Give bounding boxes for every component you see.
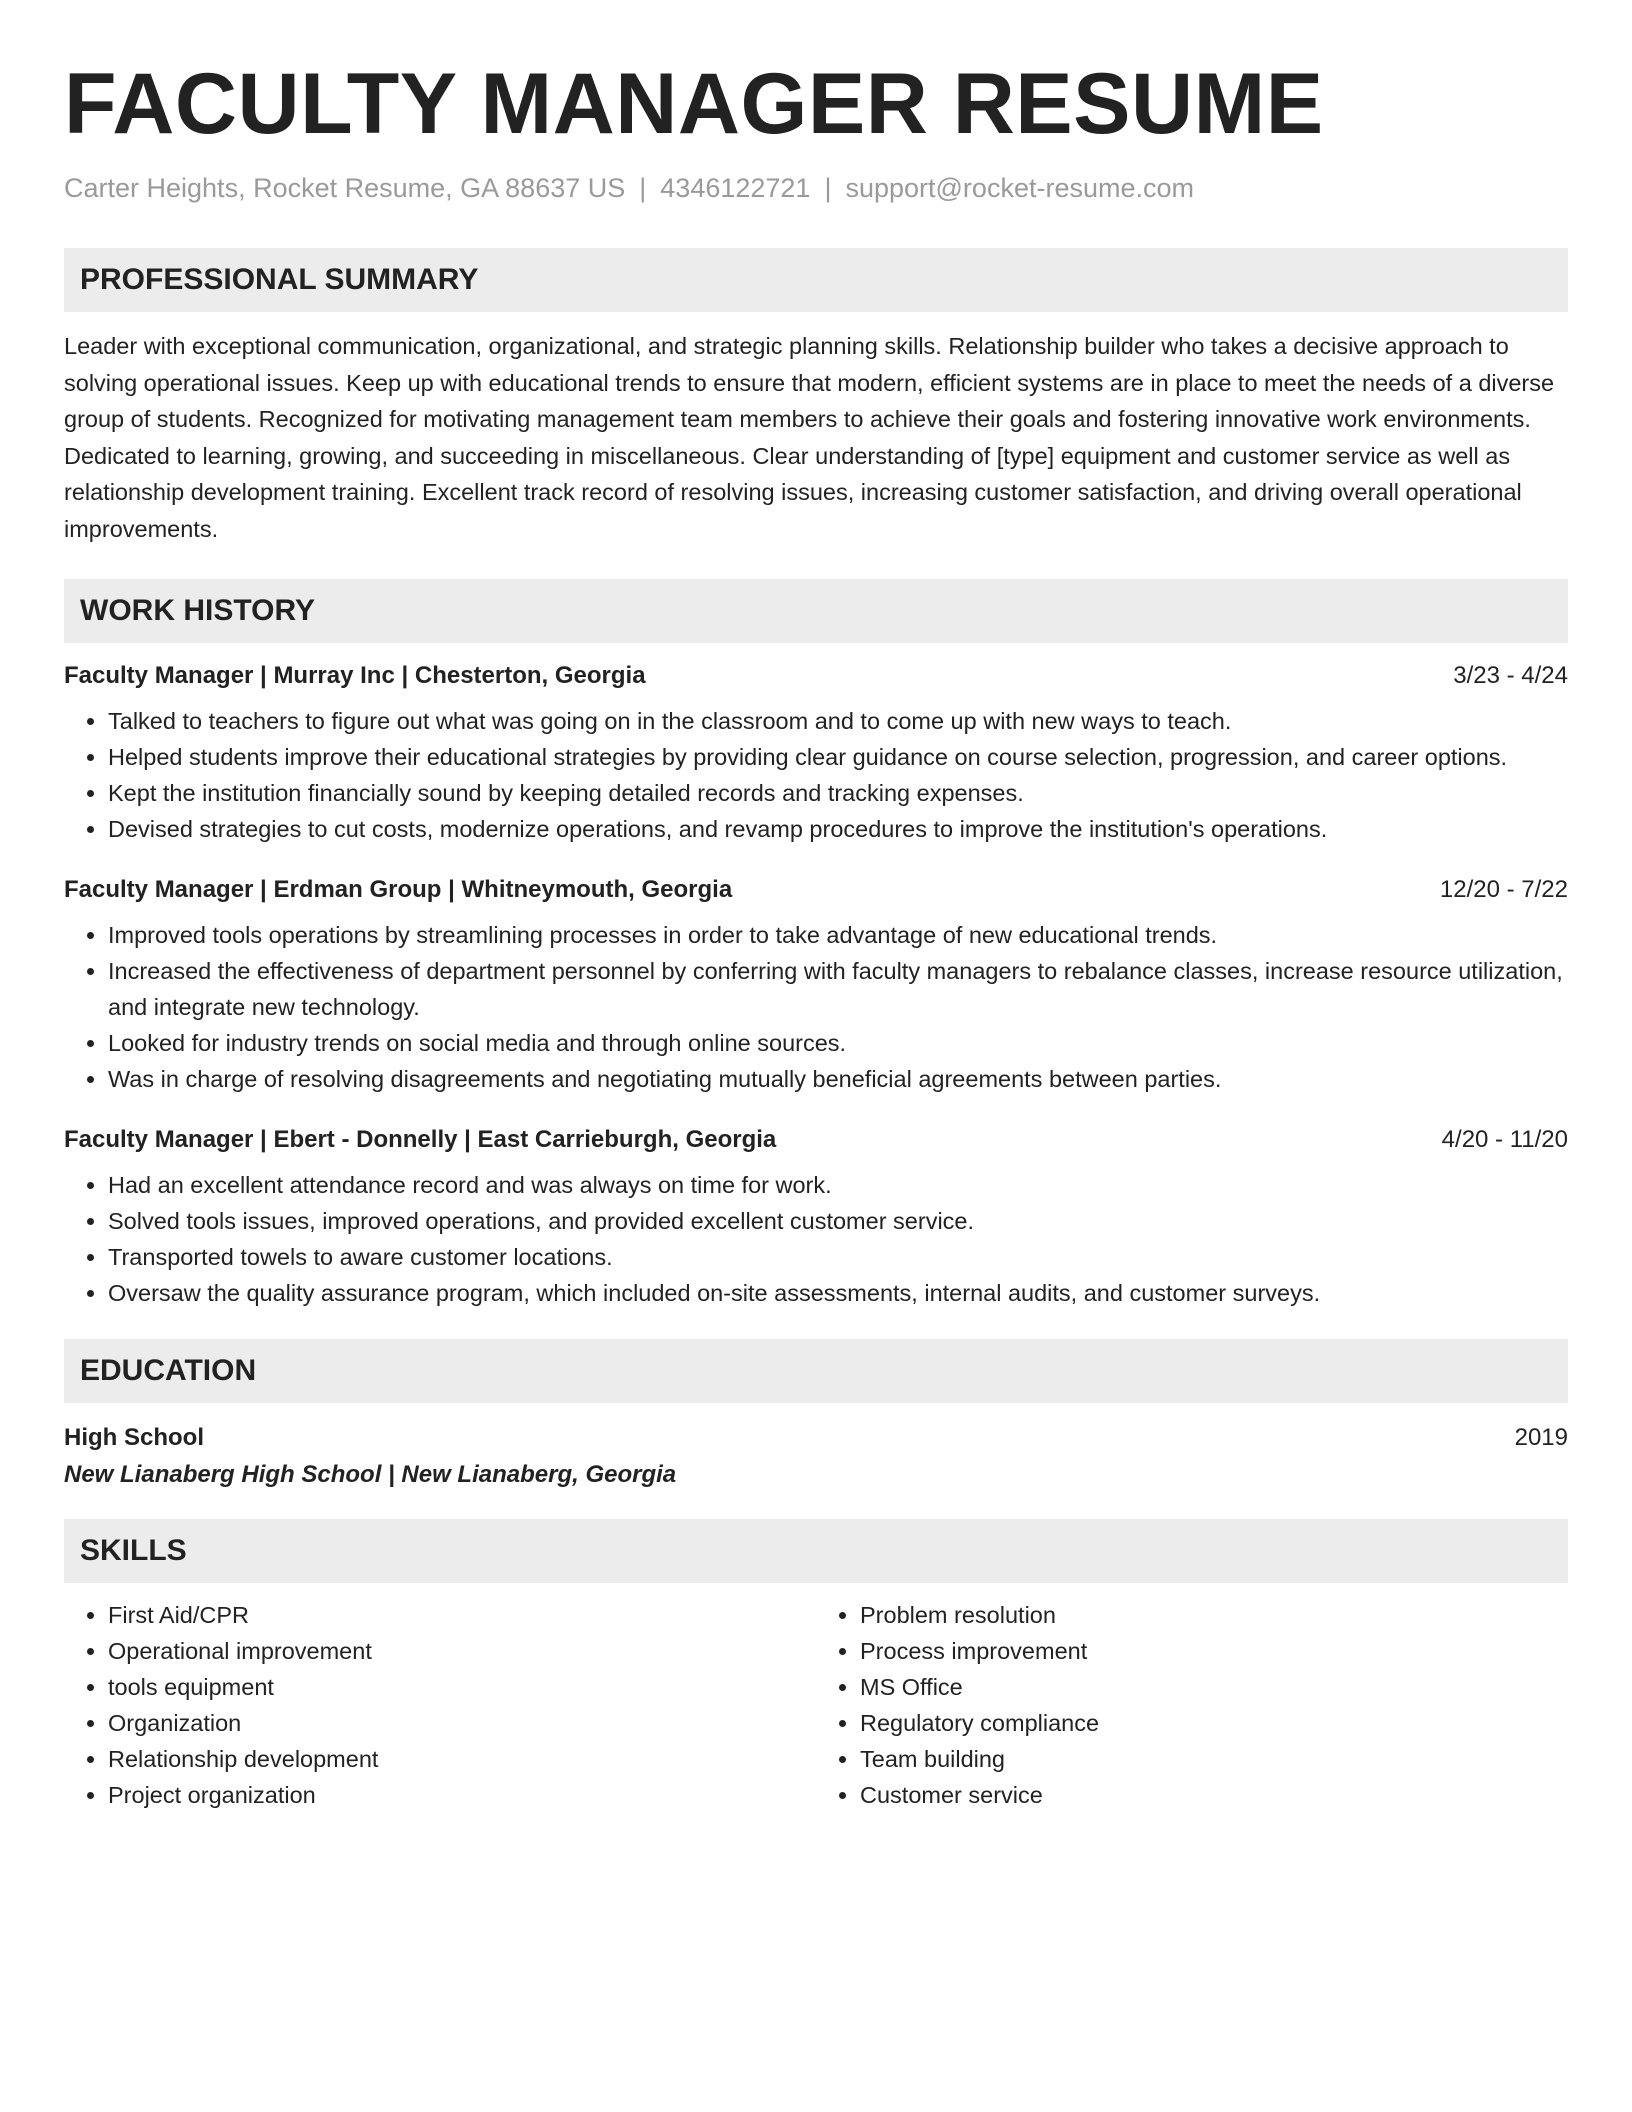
skill-item: • Relationship development <box>108 1741 816 1777</box>
contact-email: support@rocket-resume.com <box>845 173 1194 203</box>
job-dates: 3/23 - 4/24 <box>1453 662 1568 689</box>
education-heading: EDUCATION <box>64 1339 1568 1403</box>
education-degree: High School <box>64 1424 204 1451</box>
job-header <box>64 659 1568 693</box>
skills-heading: SKILLS <box>64 1519 1568 1583</box>
job-bullet: • Talked to teachers to figure out what was going on in the classroom and to come up with new ways to teach. <box>108 703 1568 739</box>
summary-heading: PROFESSIONAL SUMMARY <box>64 248 1568 312</box>
job-bullet: • Solved tools issues, improved operations, and provided excellent customer service. <box>108 1203 1568 1239</box>
job-bullet: • Devised strategies to cut costs, modernize operations, and revamp procedures to improve the institution's operations. <box>108 811 1568 847</box>
skill-item: • Problem resolution <box>860 1597 1568 1633</box>
education-entry <box>64 1419 1568 1493</box>
job-bullets <box>64 917 1568 1097</box>
job-header <box>64 1123 1568 1157</box>
job-header <box>64 873 1568 907</box>
contact-address: Carter Heights, Rocket Resume, GA 88637 US <box>64 173 626 203</box>
skill-item: • Team building <box>860 1741 1568 1777</box>
skill-item: • tools equipment <box>108 1669 816 1705</box>
job-bullets <box>64 703 1568 847</box>
skill-item: • Operational improvement <box>108 1633 816 1669</box>
contact-phone: 4346122721 <box>660 173 811 203</box>
education-year: 2019 <box>1514 1424 1568 1451</box>
job-bullet: • Helped students improve their educational strategies by providing clear guidance on course selection, progression, and career options. <box>108 739 1568 775</box>
education-school: New Lianaberg High School | New Lianaberg, Georgia <box>64 1461 677 1488</box>
contact-separator: | <box>824 173 832 203</box>
job-title: Faculty Manager | Erdman Group | Whitneymouth, Georgia <box>64 876 733 903</box>
job-title: Faculty Manager | Ebert - Donnelly | East Carrieburgh, Georgia <box>64 1126 777 1153</box>
skills-list <box>64 1597 816 1813</box>
skill-item: • Regulatory compliance <box>860 1705 1568 1741</box>
work-history-heading: WORK HISTORY <box>64 579 1568 643</box>
job-bullet: • Kept the institution financially sound by keeping detailed records and tracking expenses. <box>108 775 1568 811</box>
summary-text: Leader with exceptional communication, organizational, and strategic planning skills. Relationship builder who takes a decisive approach to solving operational issues. Keep up with educational trends to ensure that modern, efficient systems are in place to meet the needs of a diverse group of students. Recognized for motivating management team members to achieve their goals and fostering innovative work environments. Dedicated to learning, growing, and succeeding in miscellaneous. Clear understanding of [type] equipment and customer service as well as relationship development training. Excellent track record of resolving issues, increasing customer satisfaction, and driving overall operational improvements. <box>64 333 1555 542</box>
skills-grid <box>64 1597 1568 1813</box>
job-bullet: • Increased the effectiveness of department personnel by conferring with faculty managers to rebalance classes, increase resource utilization, and integrate new technology. <box>108 953 1568 1025</box>
job-bullet: • Looked for industry trends on social media and through online sources. <box>108 1025 1568 1061</box>
skills-column-right <box>816 1597 1568 1813</box>
skills-list <box>816 1597 1568 1813</box>
job-entry <box>64 659 1568 847</box>
resume-title: FACULTY MANAGER RESUME <box>64 56 1324 152</box>
education-header <box>64 1419 1568 1456</box>
skills-column-left <box>64 1597 816 1813</box>
skill-item: • Project organization <box>108 1777 816 1813</box>
skill-item: • Organization <box>108 1705 816 1741</box>
job-entry <box>64 1123 1568 1311</box>
job-bullet: • Improved tools operations by streamlining processes in order to take advantage of new educational trends. <box>108 917 1568 953</box>
contact-line <box>64 170 1568 206</box>
job-bullet: • Had an excellent attendance record and was always on time for work. <box>108 1167 1568 1203</box>
skill-item: • Process improvement <box>860 1633 1568 1669</box>
skill-item: • MS Office <box>860 1669 1568 1705</box>
job-bullet: • Was in charge of resolving disagreements and negotiating mutually beneficial agreements between parties. <box>108 1061 1568 1097</box>
job-entry <box>64 873 1568 1097</box>
skill-item: • First Aid/CPR <box>108 1597 816 1633</box>
job-bullets <box>64 1167 1568 1311</box>
job-bullet: • Oversaw the quality assurance program, which included on-site assessments, internal audits, and customer surveys. <box>108 1275 1568 1311</box>
job-dates: 12/20 - 7/22 <box>1439 876 1568 903</box>
job-bullet: • Transported towels to aware customer locations. <box>108 1239 1568 1275</box>
skill-item: • Customer service <box>860 1777 1568 1813</box>
job-title: Faculty Manager | Murray Inc | Chesterton, Georgia <box>64 662 646 689</box>
job-dates: 4/20 - 11/20 <box>1441 1126 1568 1153</box>
contact-separator: | <box>639 173 647 203</box>
